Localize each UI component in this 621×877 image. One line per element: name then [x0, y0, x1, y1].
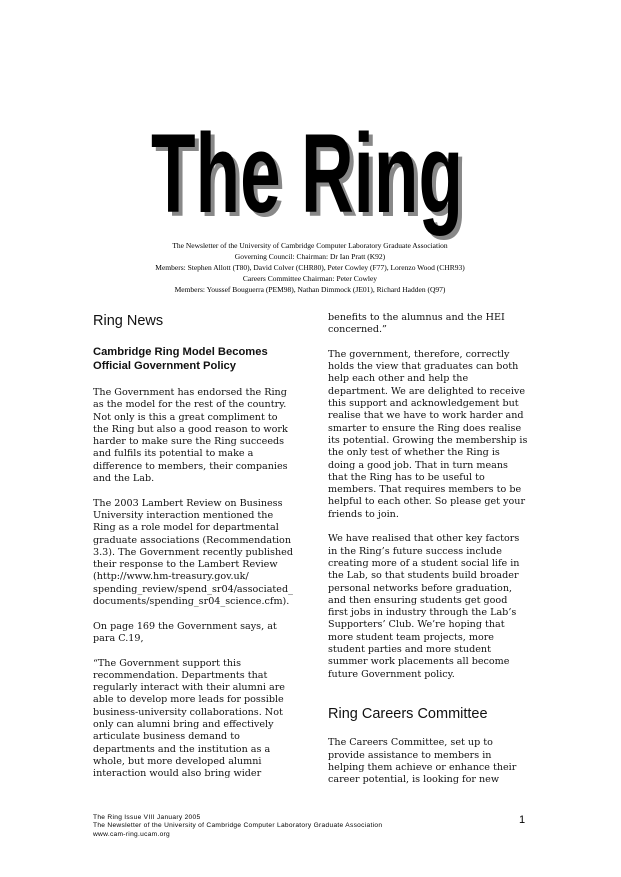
text-line: in the Ring’s future success include — [328, 545, 502, 557]
text-line: On page 169 the Government says, at — [93, 620, 277, 632]
text-line: the Lab, so that students build broader — [328, 570, 519, 582]
text-line: helping them achieve or enhance their — [328, 761, 517, 773]
article-headline — [93, 346, 293, 373]
text-line: recommendation. Departments that — [93, 669, 268, 681]
text-line: We have realised that other key factors — [328, 533, 520, 545]
text-line: personal networks before graduation, — [328, 582, 513, 594]
paragraph — [93, 658, 293, 781]
text-line: and then ensuring students get good — [328, 594, 508, 606]
text-line: articulate business demand to — [93, 731, 240, 743]
text-line: creating more of a student social life in — [328, 557, 520, 569]
text-line: Ring as a role model for departmental — [93, 522, 279, 534]
paragraph — [93, 387, 293, 485]
text-line: “The Government support this — [93, 657, 242, 669]
paragraph — [328, 349, 528, 521]
headline-line: Official Government Policy — [93, 359, 236, 372]
text-line: the only test of whether the Ring is — [328, 447, 500, 459]
text-line: able to develop more leads for possible — [93, 694, 284, 706]
paragraph — [328, 737, 528, 786]
text-line: holds the view that graduates can both — [328, 361, 519, 373]
footer-issue: The Ring Issue VIII January 2005 — [93, 814, 201, 821]
text-line: and the Lab. — [93, 473, 155, 485]
text-line: spending_review/spend_sr04/associated_ — [93, 583, 293, 595]
text-line: para C.19, — [93, 632, 144, 644]
paragraph — [328, 533, 528, 681]
text-line: regularly interact with their alumni are — [93, 682, 285, 694]
newsletter-subtitle: The Newsletter of the University of Cambridge Computer Laboratory Graduate Association — [172, 241, 448, 250]
text-line: whole, but more developed alumni — [93, 755, 262, 767]
section-title-ring-news: Ring News — [93, 313, 164, 329]
text-line: The government, therefore, correctly — [328, 348, 510, 360]
section-title-careers-committee: Ring Careers Committee — [328, 706, 488, 723]
text-line: concerned.” — [328, 324, 387, 336]
text-line: more student team projects, more — [328, 631, 494, 643]
left-column — [93, 312, 293, 793]
text-line: The Careers Committee, set up to — [328, 737, 493, 749]
text-line: (http://www.hm-treasury.gov.uk/ — [93, 571, 249, 583]
text-line: friends to join. — [328, 508, 399, 520]
text-line: help each other and help the — [328, 373, 469, 385]
masthead-title: The Ring — [151, 112, 463, 236]
text-line: that the Ring has to be useful to — [328, 471, 485, 483]
text-line: their response to the Lambert Review — [93, 559, 278, 571]
text-line: summer work placements all become — [328, 656, 510, 668]
text-line: and fulfils its potential to make a — [93, 448, 254, 460]
committee-members-line: Members: Youssef Bouguerra (PEM98), Nathan Dimmock (JE01), Richard Hadden (Q97) — [174, 285, 446, 294]
masthead — [150, 112, 475, 240]
footer-newsletter: The Newsletter of the University of Cambridge Computer Laboratory Graduate Association — [93, 822, 383, 830]
text-line: The Government has endorsed the Ring — [93, 387, 287, 398]
text-line: difference to members, their companies — [93, 460, 288, 472]
footer-website: www.cam-ring.ucam.org — [93, 830, 171, 838]
text-line: benefits to the alumnus and the HEI — [328, 312, 505, 323]
text-line: department. We are delighted to receive — [328, 385, 526, 397]
text-line: members. That requires members to be — [328, 484, 522, 496]
paragraph — [328, 312, 528, 337]
text-line: smarter to ensure the Ring does realise — [328, 422, 522, 434]
headline-line: Cambridge Ring Model Becomes — [93, 346, 268, 358]
text-line: the Ring but also a good reason to work — [93, 423, 288, 435]
paragraph — [93, 621, 293, 646]
text-line: student parties and more student — [328, 644, 491, 656]
text-line: future Government policy. — [328, 668, 455, 680]
masthead-credits — [80, 240, 540, 295]
text-line: first jobs in industry through the Lab’s — [328, 607, 517, 619]
text-line: as the model for the rest of the country. — [93, 399, 287, 411]
page-footer — [93, 814, 513, 839]
careers-article-body — [328, 737, 528, 786]
page-number: 1 — [519, 814, 526, 826]
careers-committee-chair-line: Careers Committee Chairman: Peter Cowley — [242, 274, 378, 283]
right-column — [328, 312, 528, 799]
council-members-line: Members: Stephen Allott (T80), David Colver (CHR80), Peter Cowley (F77), Lorenzo Wood (CHR93) — [155, 263, 465, 272]
governing-council-line: Governing Council: Chairman: Dr Ian Pratt (K92) — [234, 252, 386, 261]
text-line: its potential. Growing the membership is — [328, 434, 528, 446]
text-line: interaction would also bring wider — [93, 768, 262, 780]
text-line: this support and acknowledgement but — [328, 398, 519, 410]
text-line: provide assistance to members in — [328, 749, 492, 761]
text-line: University interaction mentioned the — [93, 509, 274, 521]
text-line: Supporters’ Club. We’re hoping that — [328, 619, 505, 631]
text-line: graduate associations (Recommendation — [93, 534, 292, 546]
masthead-title-graphic — [150, 112, 475, 240]
paragraph — [93, 498, 293, 609]
text-line: helpful to each other. So please get your — [328, 496, 526, 508]
text-line: documents/spending_sr04_science.cfm). — [93, 596, 290, 608]
text-line: harder to make sure the Ring succeeds — [93, 436, 285, 448]
text-line: The 2003 Lambert Review on Business — [93, 497, 283, 509]
masthead-title-shadow: The Ring — [155, 115, 467, 240]
text-line: realise that we have to work harder and — [328, 410, 524, 422]
text-line: business-university collaborations. Not — [93, 706, 283, 718]
right-article-body — [328, 312, 528, 681]
text-line: departments and the institution as a — [93, 743, 271, 755]
text-line: only can alumni bring and effectively — [93, 719, 274, 731]
text-line: doing a good job. That in turn means — [328, 459, 508, 471]
left-article-body — [93, 387, 293, 781]
text-line: 3.3). The Government recently published — [93, 546, 293, 558]
text-line: career potential, is looking for new — [328, 774, 500, 786]
text-line: Not only is this a great compliment to — [93, 411, 278, 423]
